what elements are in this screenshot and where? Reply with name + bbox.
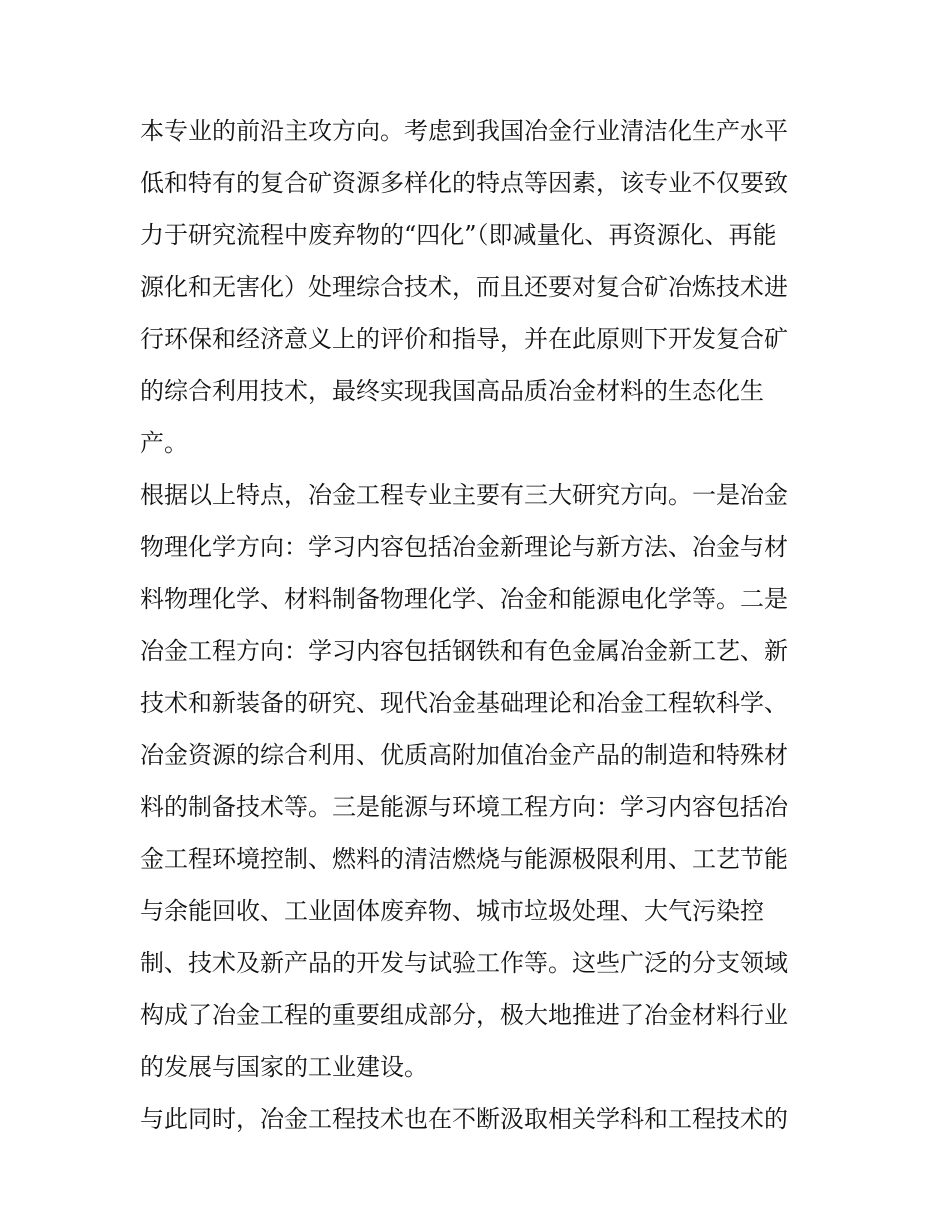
text-line: 构成了冶金工程的重要组成部分，极大地推进了冶金材料行业 xyxy=(140,1001,788,1029)
text-line: 料的制备技术等。三是能源与环境工程方向：学习内容包括冶 xyxy=(140,793,788,821)
body-text xyxy=(140,107,820,1147)
paragraph xyxy=(140,1095,820,1147)
text-line: 物理化学方向：学习内容包括冶金新理论与新方法、冶金与材 xyxy=(140,533,788,561)
paragraph xyxy=(140,471,820,1095)
text-line: 的综合利用技术，最终实现我国高品质冶金材料的生态化生 xyxy=(140,377,764,405)
text-line: 源化和无害化）处理综合技术，而且还要对复合矿冶炼技术进 xyxy=(140,273,788,301)
text-line: 冶金资源的综合利用、优质高附加值冶金产品的制造和特殊材 xyxy=(140,741,788,769)
text-line: 产。 xyxy=(140,429,188,457)
text-line: 技术和新装备的研究、现代冶金基础理论和冶金工程软科学、 xyxy=(140,689,788,717)
text-line: 金工程环境控制、燃料的清洁燃烧与能源极限利用、工艺节能 xyxy=(140,845,788,873)
text-line: 行环保和经济意义上的评价和指导，并在此原则下开发复合矿 xyxy=(140,325,788,353)
text-line: 与此同时，冶金工程技术也在不断汲取相关学科和工程技术的 xyxy=(140,1105,788,1133)
text-line: 的发展与国家的工业建设。 xyxy=(140,1053,428,1081)
text-line: 力于研究流程中废弃物的“四化”（即减量化、再资源化、再能 xyxy=(140,221,777,249)
text-line: 料物理化学、材料制备物理化学、冶金和能源电化学等。二是 xyxy=(140,585,788,613)
text-line: 本专业的前沿主攻方向。考虑到我国冶金行业清洁化生产水平 xyxy=(140,117,788,145)
text-line: 制、技术及新产品的开发与试验工作等。这些广泛的分支领域 xyxy=(140,949,788,977)
text-line: 冶金工程方向：学习内容包括钢铁和有色金属冶金新工艺、新 xyxy=(140,637,788,665)
paragraph xyxy=(140,107,820,471)
text-line: 低和特有的复合矿资源多样化的特点等因素，该专业不仅要致 xyxy=(140,169,788,197)
text-line: 根据以上特点，冶金工程专业主要有三大研究方向。一是冶金 xyxy=(140,481,788,509)
text-line: 与余能回收、工业固体废弃物、城市垃圾处理、大气污染控 xyxy=(140,897,764,925)
